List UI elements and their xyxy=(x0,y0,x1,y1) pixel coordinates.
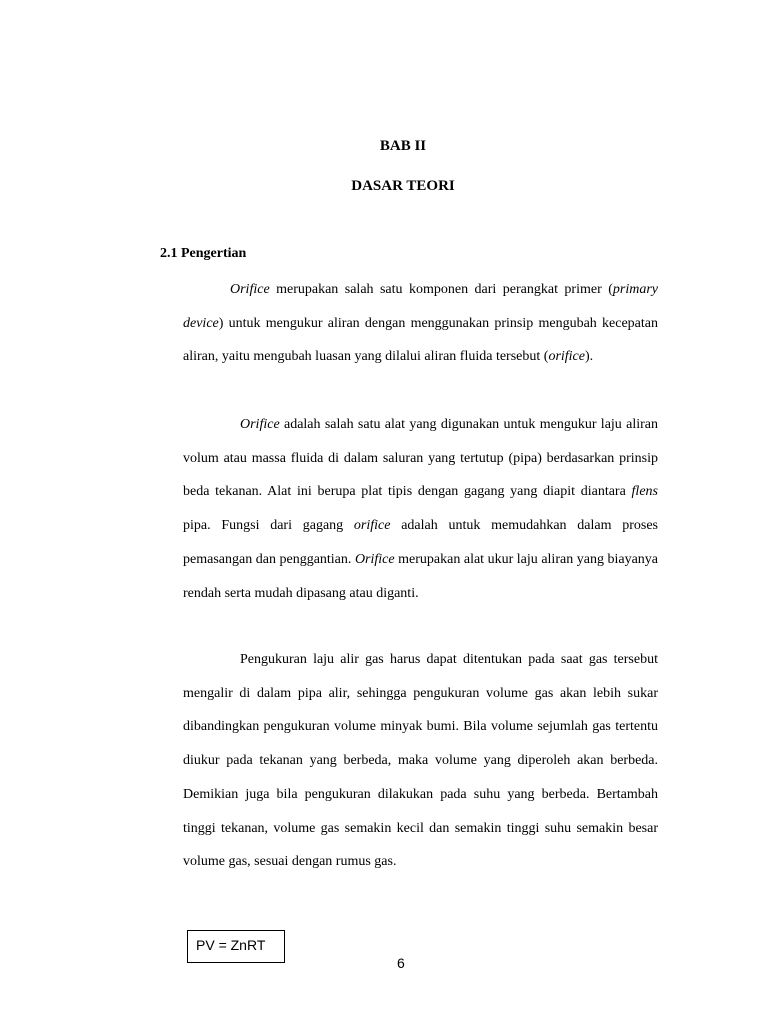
term-orifice: orifice xyxy=(353,518,391,534)
paragraph-text: pipa. Fungsi dari gagang xyxy=(183,518,354,534)
paragraph-text: ). xyxy=(584,349,594,365)
term-orifice: Orifice xyxy=(230,282,270,297)
paragraph-text: Pengukuran laju alir gas harus dapat ditentukan pada saat gas tersebut mengalir di dalam pipa alir, sehingga pengukuran volume gas akan lebih sukar dibandingkan pengukuran volume minyak bumi. Bila volume sejumlah gas tertentu diukur pada tekanan yang berbeda, maka volume yang diperoleh akan berbeda. Demikian juga bila pengukuran dilakukan pada suhu yang berbeda. Bertambah tinggi tekanan, volume gas semakin kecil dan semakin tinggi suhu semakin besar volume gas, sesuai dengan rumus gas. xyxy=(183,652,658,870)
term-primary-device: primary device xyxy=(183,282,658,331)
chapter-number: BAB II xyxy=(379,138,427,154)
paragraph-text: adalah salah satu alat yang digunakan untuk mengukur laju aliran volum atau massa fluida di dalam saluran yang tertutup (pipa) berdasarkan prinsip beda tekanan. Alat ini berupa plat tipis dengan gagang yang diapit diantara xyxy=(183,417,658,500)
paragraph-text: merupakan salah satu komponen dari perangkat primer ( xyxy=(269,282,613,297)
section-heading: 2.1 Pengertian xyxy=(160,246,247,261)
paragraph-3 xyxy=(183,643,658,879)
term-orifice: Orifice xyxy=(354,551,395,567)
page-number: 6 xyxy=(397,955,405,971)
paragraph-2 xyxy=(183,408,658,610)
term-orifice: orifice xyxy=(548,349,585,365)
formula-box: PV = ZnRT xyxy=(187,930,285,963)
chapter-title: DASAR TEORI xyxy=(351,178,455,194)
paragraph-1 xyxy=(183,273,658,374)
paragraph-text: ) untuk mengukur aliran dengan menggunakan prinsip mengubah kecepatan aliran, yaitu mengubah luasan yang dilalui aliran fluida tersebut ( xyxy=(183,315,658,365)
paragraph-text: adalah untuk memudahkan dalam proses pemasangan dan penggantian. xyxy=(183,518,658,567)
paragraph-text: merupakan alat ukur laju aliran yang biayanya rendah serta mudah dipasang atau diganti. xyxy=(183,551,659,601)
term-flens: flens xyxy=(631,484,658,500)
term-orifice: Orifice xyxy=(240,417,280,432)
